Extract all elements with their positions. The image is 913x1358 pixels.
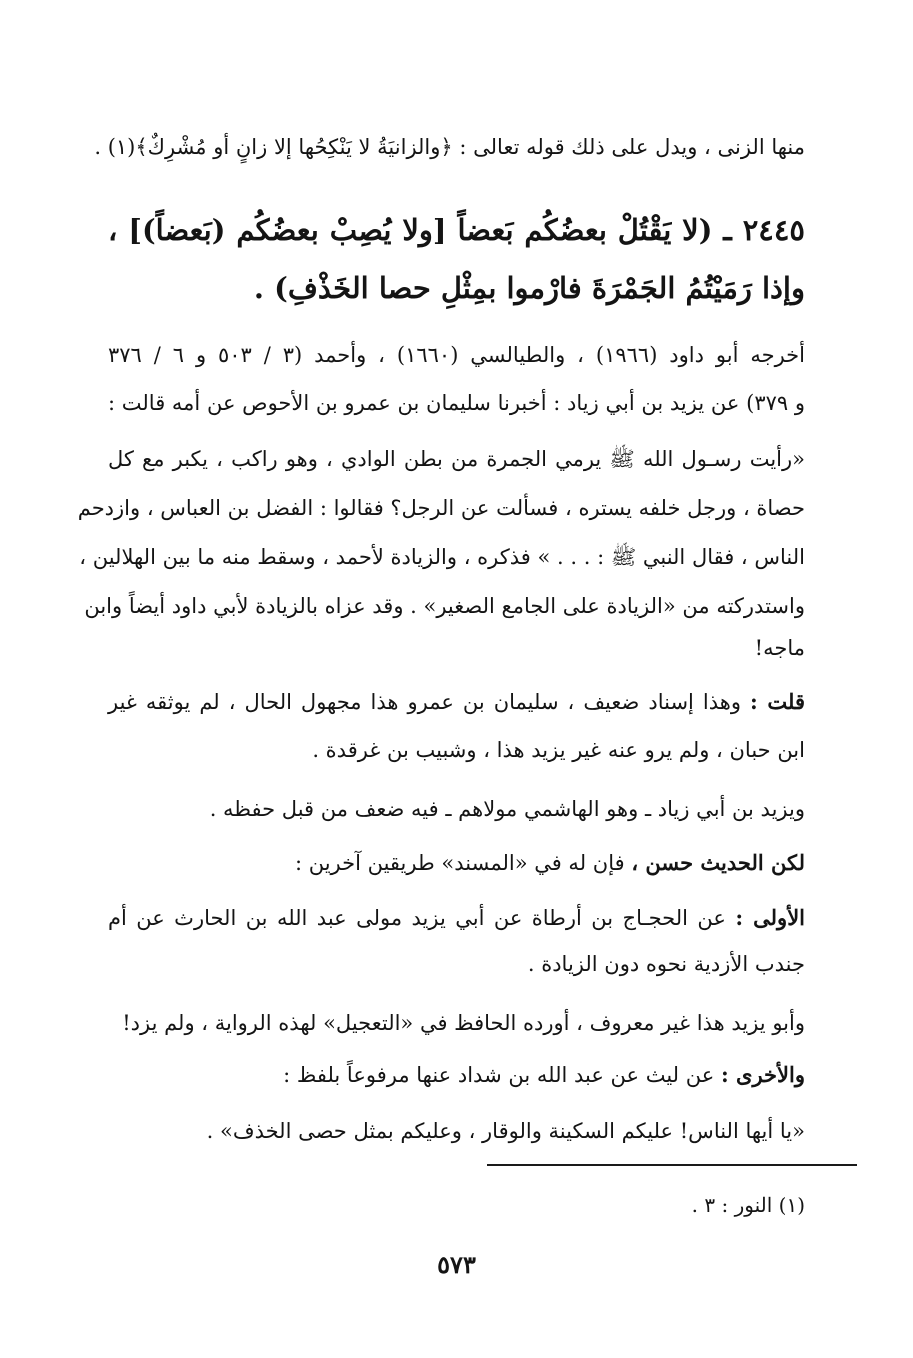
page-number: ٥٧٣ <box>437 1250 476 1279</box>
second-route-line <box>283 1058 805 1092</box>
takhrij-line-2: و ٣٧٩) عن يزيد بن أبي زياد : أخبرنا سليمان بن عمرو بن الأحوص عن أمه قالت : <box>108 391 805 415</box>
first-route-text: عن الحجـاج بن أرطاة عن أبي يزيد مولى عبد الله بن الحارث عن أم <box>108 906 726 930</box>
qultu-line-1 <box>108 685 805 719</box>
footnote-divider <box>487 1164 857 1166</box>
quote-line-5: ماجه! <box>754 636 805 660</box>
quote-line-1: «رأيت رسـول الله ﷺ يرمي الجمرة من بطن الوادي ، وهو راكب ، يكبر مع كل <box>108 447 805 471</box>
hadith-heading-line-2: وإذا رَمَيْتُمُ الجَمْرَةَ فارْموا بمِثْلِ حصا الخَذْفِ) . <box>253 271 805 305</box>
first-route-line-2: جندب الأزدية نحوه دون الزيادة . <box>527 952 805 976</box>
quote-line-3: الناس ، فقال النبي ﷺ : . . . » فذكره ، والزيادة لأحمد ، وسقط منه ما بين الهلالين ، <box>79 545 805 569</box>
footnote: (١) النور : ٣ . <box>691 1193 805 1217</box>
qultu-line-2: ابن حبان ، ولم يرو عنه غير يزيد هذا ، وشبيب بن غرقدة . <box>312 738 805 762</box>
quote-line-4: واستدركته من «الزيادة على الجامع الصغير» . وقد عزاه بالزيادة لأبي داود أيضاً وابن <box>84 594 805 618</box>
lakin-bold: لكن الحديث حسن ، <box>631 850 805 875</box>
quote-line-2: حصاة ، ورجل خلفه يستره ، فسألت عن الرجل؟ فقالوا : الفضل بن العباس ، وازدحم <box>77 496 805 520</box>
second-route-text: عن ليث عن عبد الله بن شداد عنها مرفوعاً بلفظ : <box>283 1063 715 1087</box>
yazid-line: ويزيد بن أبي زياد ـ وهو الهاشمي مولاهم ـ فيه ضعف من قبل حفظه . <box>209 797 805 821</box>
qultu-label: قلت : <box>749 689 805 714</box>
quote2-line: «يا أيها الناس! عليكم السكينة والوقار ، وعليكم بمثل حصى الخذف» . <box>206 1119 805 1143</box>
second-route-label: والأخرى : <box>720 1062 805 1087</box>
first-route-label: الأولى : <box>735 905 806 930</box>
intro-line: منها الزنى ، ويدل على ذلك قوله تعالى : ﴿والزانيَةُ لا يَنْكِحُها إلا زانٍ أو مُشْرِكٌ﴾(١) . <box>94 135 805 159</box>
lakin-line <box>295 846 805 880</box>
hadith-heading-line-1: ٢٤٤٥ ـ (لا يَقْتُلْ بعضُكُم بَعضاً [ولا يُصِبْ بعضُكُم (بَعضاً)] ، <box>108 213 805 247</box>
qultu-text: وهذا إسناد ضعيف ، سليمان بن عمرو هذا مجهول الحال ، لم يوثقه غير <box>108 690 741 714</box>
lakin-rest: فإن له في «المسند» طريقين آخرين : <box>294 851 625 875</box>
abu-yazid-line: وأبو يزيد هذا غير معروف ، أورده الحافظ في «التعجيل» لهذه الرواية ، ولم يزد! <box>122 1011 805 1035</box>
takhrij-line-1: أخرجه أبو داود (١٩٦٦) ، والطيالسي (١٦٦٠) ، وأحمد (٣ / ٥٠٣ و ٦ / ٣٧٦ <box>108 343 805 367</box>
first-route-line-1 <box>108 901 805 935</box>
